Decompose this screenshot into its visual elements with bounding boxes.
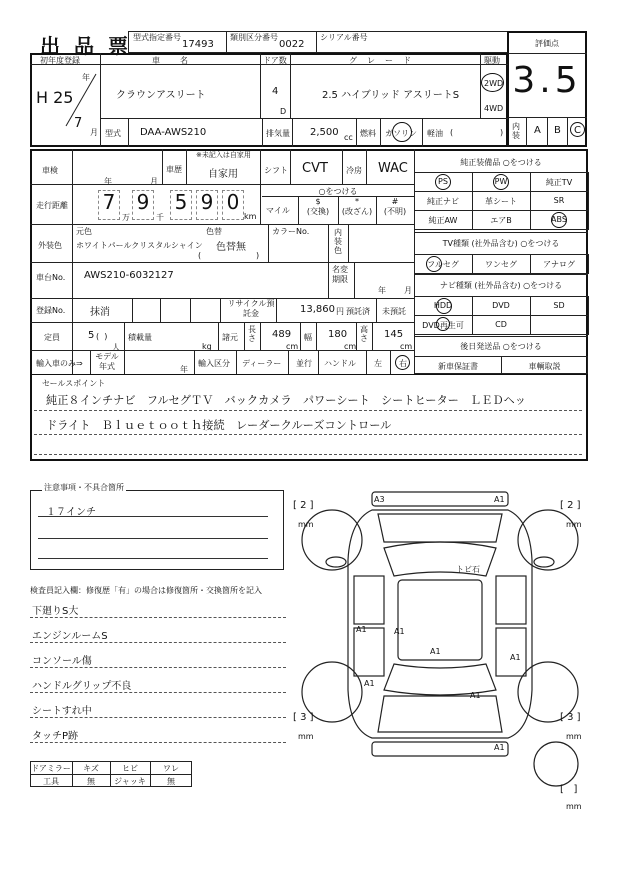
interior-grade-b: B bbox=[554, 125, 561, 136]
color-change-value: 色替無 bbox=[216, 242, 246, 253]
mark-a1-rear-left: A1 bbox=[364, 679, 375, 688]
import-label: 輸入車のみ⇒ bbox=[36, 359, 83, 368]
inspector-line-rule bbox=[30, 742, 286, 743]
color-label: 外装色 bbox=[38, 241, 62, 250]
height-unit: cm bbox=[400, 342, 413, 351]
model-value: DAA-AWS210 bbox=[140, 127, 207, 138]
tread-rear-right: [ 3 ] bbox=[560, 712, 581, 723]
tools-value: 工具 bbox=[43, 777, 59, 786]
mile-label: マイル bbox=[266, 206, 290, 215]
notes-label: 注意事項・不具合箇所 bbox=[44, 483, 124, 492]
mileage-digit: 0 bbox=[226, 190, 240, 214]
mm-front-right: mm bbox=[566, 520, 582, 529]
tools-header: キズ bbox=[83, 764, 99, 773]
drive-4wd: 4WD bbox=[484, 104, 504, 113]
dimension-label: 諸元 bbox=[222, 333, 238, 342]
mm-spare: mm bbox=[566, 802, 582, 811]
navi-item: DVD bbox=[492, 301, 510, 310]
inspector-line-rule bbox=[30, 667, 286, 668]
tools-header: ドアミラー bbox=[31, 764, 71, 773]
inspection-month-unit: 月 bbox=[150, 177, 158, 186]
color-change-label: 色替 bbox=[206, 227, 222, 236]
mark-a1-bumper: A1 bbox=[494, 495, 505, 504]
tools-header: ヒビ bbox=[122, 764, 138, 773]
rating-label: 評価点 bbox=[535, 39, 559, 48]
equipment-item: 純正ナビ bbox=[427, 197, 459, 206]
handle-right: 右 bbox=[399, 359, 407, 368]
first-reg-label: 初年度登録 bbox=[40, 56, 80, 65]
length-value: 489 bbox=[272, 329, 292, 340]
exchange-label: $ (交換) bbox=[306, 197, 330, 216]
inspector-line: エンジンルームS bbox=[32, 631, 108, 642]
model-label: 型式 bbox=[105, 129, 121, 138]
mileage-digit: 5 bbox=[174, 190, 188, 214]
fuel-paren-open: ( bbox=[450, 128, 454, 137]
recycle-unit: 円 bbox=[336, 307, 344, 316]
load-label: 積載量 bbox=[128, 333, 152, 342]
equipment-divider bbox=[414, 172, 588, 173]
shift-label: シフト bbox=[264, 166, 288, 175]
inspector-line: コンソール傷 bbox=[32, 656, 92, 667]
cc-unit: cc bbox=[344, 133, 353, 142]
inspector-label: 検査員記入欄：修復歴「有」の場合は修復箇所・交換箇所を記入 bbox=[30, 586, 262, 595]
fuel-label: 燃料 bbox=[360, 129, 376, 138]
equipment-item: PW bbox=[494, 177, 508, 186]
tools-row-divider bbox=[30, 774, 192, 775]
later-title: 後日発送品 ○をつける bbox=[460, 342, 542, 351]
capacity-label: 定員 bbox=[44, 333, 60, 342]
recycle-unpaid: 未預託 bbox=[382, 307, 406, 316]
handle-left: 左 bbox=[374, 359, 382, 368]
mm-front-left: mm bbox=[298, 520, 314, 529]
mark-tobiishi: トビ石 bbox=[456, 565, 480, 574]
meter-note: ○をつける bbox=[318, 187, 358, 196]
navi-item: HDD bbox=[433, 301, 453, 310]
drive-2wd-circle bbox=[481, 73, 504, 92]
chassis-label: 車台No. bbox=[36, 273, 66, 282]
month-unit: 月 bbox=[90, 128, 98, 137]
equipment-title: 純正装備品 ○をつける bbox=[460, 158, 542, 167]
type-no-label: 型式指定番号 bbox=[133, 33, 181, 42]
color-paren-close: ) bbox=[256, 251, 260, 260]
inspector-line-rule bbox=[30, 617, 286, 618]
unknown-label: # (不明) bbox=[383, 197, 407, 216]
tools-value: ジャッキ bbox=[114, 777, 146, 786]
interior-grade-c-circle bbox=[570, 122, 585, 137]
inspector-line-rule bbox=[30, 692, 286, 693]
equipment-item: 革シート bbox=[485, 197, 517, 206]
dealer-label: ディーラー bbox=[242, 359, 282, 368]
tread-front-right: [ 2 ] bbox=[560, 500, 581, 511]
car-diagram bbox=[290, 480, 590, 810]
capacity-unit: 人 bbox=[112, 343, 120, 352]
handle-label: ハンドル bbox=[324, 359, 356, 368]
drive-label: 駆動 bbox=[484, 56, 500, 65]
modified-label: * (改ざん) bbox=[341, 197, 373, 216]
fuel-paren-close: ) bbox=[500, 128, 504, 137]
inspector-line-rule bbox=[30, 717, 286, 718]
tv-divider bbox=[414, 232, 588, 233]
displacement-label: 排気量 bbox=[266, 129, 290, 138]
page-title: 出品票 bbox=[40, 34, 142, 58]
sales-line-1: 純正８インチナビ フルセグＴＶ バックカメラ パワーシート シートヒーター ＬＥＤヘッ bbox=[46, 394, 526, 407]
category-label: 類別区分番号 bbox=[230, 33, 278, 42]
orig-color-value: ホワイトパールクリスタルシャイン bbox=[76, 241, 203, 250]
length-unit: cm bbox=[286, 342, 299, 351]
chassis-value: AWS210-6032127 bbox=[84, 270, 174, 281]
tv-item: ワンセグ bbox=[485, 260, 517, 269]
mileage-label: 走行距離 bbox=[36, 201, 68, 210]
tread-front-left: [ 2 ] bbox=[293, 500, 314, 511]
mark-a3: A3 bbox=[374, 495, 385, 504]
navi-item: CD bbox=[495, 320, 507, 329]
type-no-value: 17493 bbox=[182, 39, 214, 50]
capacity-value: 5 bbox=[88, 330, 95, 341]
km-unit: km bbox=[244, 212, 257, 221]
mm-rear-left: mm bbox=[298, 732, 314, 741]
tools-value: 無 bbox=[87, 777, 95, 786]
model-year-unit: 年 bbox=[180, 365, 188, 374]
mark-a1-roof: A1 bbox=[430, 647, 441, 656]
doors-label: ドア数 bbox=[263, 56, 287, 65]
mileage-digit: 9 bbox=[200, 190, 214, 214]
tools-value: 無 bbox=[167, 777, 175, 786]
inspector-line: ハンドルグリップ不良 bbox=[32, 681, 132, 692]
transfer-month-unit: 月 bbox=[404, 286, 412, 295]
car-name-label: 車名 bbox=[152, 56, 208, 65]
transfer-year-unit: 年 bbox=[378, 286, 386, 295]
history-note: ※未記入は自家用 bbox=[196, 151, 251, 159]
equipment-item: SR bbox=[553, 196, 565, 205]
inspector-line-rule bbox=[30, 642, 286, 643]
load-unit: kg bbox=[202, 342, 212, 351]
fuel-diesel: 軽油 bbox=[427, 129, 443, 138]
interior-grade-a: A bbox=[534, 125, 541, 136]
mileage-digit: 9 bbox=[136, 190, 150, 214]
fuel-gas: ガソリン bbox=[385, 129, 417, 138]
history-value: 自家用 bbox=[208, 169, 238, 180]
sales-line-2: ドライト Ｂｌｕｅｔｏｏｔｈ接続 レーダークルーズコントロール bbox=[46, 419, 392, 432]
tread-spare: [ ] bbox=[560, 784, 578, 795]
inspector-line: 下廻りS大 bbox=[32, 606, 79, 617]
equipment-item: PS bbox=[438, 177, 448, 186]
handle-right-circle bbox=[395, 355, 410, 370]
door-type: D bbox=[280, 107, 287, 116]
equipment-item: 純正AW bbox=[428, 216, 458, 225]
navi-item: SD bbox=[553, 301, 565, 310]
mark-a1-rear-bumper: A1 bbox=[494, 743, 505, 752]
grade-value: 2.5 ハイブリッド アスリートS bbox=[322, 90, 460, 101]
ac-label: 冷房 bbox=[346, 166, 362, 175]
sen-unit: 千 bbox=[156, 213, 164, 222]
navi-cell-empty bbox=[530, 315, 589, 335]
registration-label: 登録No. bbox=[36, 306, 66, 315]
height-value: 145 bbox=[384, 329, 404, 340]
equipment-item: ABS bbox=[551, 215, 567, 224]
tv-item: フルセグ bbox=[427, 260, 459, 269]
mark-a1-left-door: A1 bbox=[356, 625, 367, 634]
navi-divider bbox=[414, 274, 588, 275]
notes-line-1: １７インチ bbox=[46, 507, 96, 518]
man-unit: 万 bbox=[122, 213, 130, 222]
inspector-line: タッチP跡 bbox=[32, 731, 79, 742]
model-year-label: モデル年式 bbox=[95, 352, 119, 371]
car-name: クラウンアスリート bbox=[116, 90, 206, 101]
equipment-item-circle bbox=[551, 212, 567, 228]
tools-header: ワレ bbox=[163, 764, 179, 773]
width-label: 幅 bbox=[304, 333, 312, 342]
later-item: 新車保証書 bbox=[438, 362, 478, 371]
capacity-paren: ( ) bbox=[96, 332, 108, 341]
parallel-label: 並行 bbox=[296, 359, 312, 368]
rating-value: 3.5 bbox=[512, 60, 582, 101]
equipment-item-circle bbox=[435, 174, 451, 190]
registration-value: 抹消 bbox=[90, 307, 110, 318]
recycle-paid: 預託済 bbox=[346, 307, 370, 316]
grade-label: グレード bbox=[349, 56, 421, 65]
equipment-item: エアB bbox=[490, 216, 512, 225]
equipment-item: 純正TV bbox=[545, 178, 573, 187]
recycle-label: リサイクル預託金 bbox=[227, 299, 275, 318]
mm-rear-right: mm bbox=[566, 732, 582, 741]
equipment-item-circle bbox=[493, 174, 509, 190]
color-paren-open: ( bbox=[198, 251, 202, 260]
navi-hdd-circle bbox=[436, 298, 452, 314]
later-item: 車輌取説 bbox=[528, 362, 561, 371]
inspection-year-unit: 年 bbox=[104, 177, 112, 186]
interior-grade-c: C bbox=[574, 125, 581, 136]
inspection-label: 車検 bbox=[42, 166, 58, 175]
navi-dvd-circle bbox=[436, 317, 450, 331]
ac-value: WAC bbox=[378, 161, 408, 176]
fuel-gas-circle bbox=[392, 122, 412, 142]
year-unit: 年 bbox=[82, 73, 90, 82]
first-reg-era: H 25 bbox=[36, 88, 74, 107]
width-unit: cm bbox=[344, 342, 357, 351]
tv-fullseg-circle bbox=[426, 256, 442, 272]
width-value: 180 bbox=[328, 329, 348, 340]
recycle-value: 13,860 bbox=[300, 304, 335, 315]
tv-item: アナログ bbox=[543, 260, 575, 269]
drive-2wd: 2WD bbox=[484, 79, 504, 88]
mark-a1-right-door: A1 bbox=[510, 653, 521, 662]
color-no-label: カラーNo. bbox=[272, 227, 310, 236]
length-label: 長さ bbox=[248, 325, 256, 343]
mileage-digit: 7 bbox=[102, 190, 116, 214]
later-divider bbox=[414, 336, 588, 337]
displacement-value: 2,500 bbox=[310, 127, 339, 138]
height-label: 高さ bbox=[360, 325, 368, 343]
history-label: 車歴 bbox=[166, 165, 182, 174]
first-reg-month: 7 bbox=[74, 116, 83, 131]
transfer-label: 名変期限 bbox=[332, 265, 348, 284]
navi-title: ナビ種類 (社外品含む) ○をつける bbox=[439, 281, 563, 290]
sales-label: セールスポイント bbox=[42, 379, 106, 388]
navi-item: DVD再生可 bbox=[422, 321, 464, 330]
import-type-label: 輸入区分 bbox=[198, 359, 230, 368]
shift-value: CVT bbox=[302, 161, 328, 176]
serial-label: シリアル番号 bbox=[320, 33, 368, 42]
tread-rear-left: [ 3 ] bbox=[293, 712, 314, 723]
interior-label: 内装 bbox=[512, 122, 520, 140]
mark-a1-trunk: A1 bbox=[470, 691, 481, 700]
category-value: 0022 bbox=[279, 39, 305, 50]
tv-title: TV種類 (社外品含む) ○をつける bbox=[442, 239, 560, 248]
interior-color-label: 内装色 bbox=[334, 228, 342, 255]
inspector-line: シートすれ中 bbox=[32, 706, 92, 717]
doors-value: 4 bbox=[272, 86, 279, 97]
orig-color-label: 元色 bbox=[76, 227, 92, 236]
mark-a1-roof-left: A1 bbox=[394, 627, 405, 636]
